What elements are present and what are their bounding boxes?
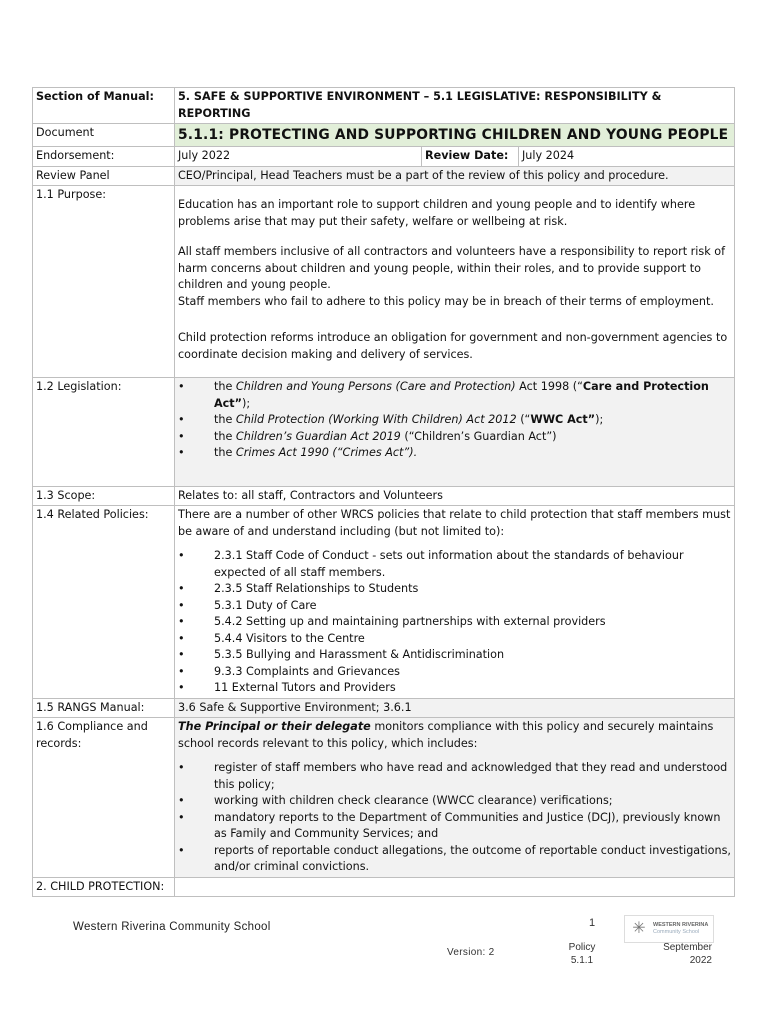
bullet-icon: • <box>178 446 185 459</box>
list-item: • 5.3.5 Bullying and Harassment & Antidiscrimination <box>178 647 731 664</box>
list-item: • the Children’s Guardian Act 2019 (“Children’s Guardian Act”) <box>178 429 731 446</box>
bullet-icon: • <box>178 631 185 645</box>
child-protection-label: 2. CHILD PROTECTION: <box>33 877 175 897</box>
list-item: • reports of reportable conduct allegations, the outcome of reportable conduct investigations, and/or criminal convictions. <box>178 843 731 873</box>
row-section <box>33 88 735 124</box>
bullet-icon: • <box>178 648 185 661</box>
review-date-label: Review Date: <box>422 147 519 167</box>
row-compliance <box>33 718 735 878</box>
list-item: • the Children and Young Persons (Care and Protection) Act 1998 (“Care and Protection Act”); <box>178 380 709 410</box>
bullet-icon: • <box>178 681 185 694</box>
purpose-paragraph: Staff members who fail to adhere to this policy may be in breach of their terms of employment. <box>178 294 714 308</box>
page-number: 1 <box>589 917 596 929</box>
row-purpose <box>33 186 735 378</box>
section-label: Section of Manual: <box>33 88 175 124</box>
bullet-icon: • <box>178 380 185 393</box>
bullet-icon: • <box>178 582 185 595</box>
bullet-icon: • <box>178 429 185 443</box>
list-item: • 2.3.5 Staff Relationships to Students <box>178 581 731 598</box>
compliance-list <box>178 760 731 876</box>
bullet-icon: • <box>178 843 185 857</box>
list-item: • 9.3.3 Complaints and Grievances <box>178 664 731 681</box>
review-panel-label: Review Panel <box>33 166 175 186</box>
footer-date: September 2022 <box>663 942 712 966</box>
purpose-paragraph: All staff members inclusive of all contractors and volunteers have a responsibility to report risk of harm concerns about children and young people, within their roles, and to provide support to children and young people. <box>178 245 726 291</box>
row-document <box>33 124 735 147</box>
list-item: • mandatory reports to the Department of Communities and Justice (DCJ), previously known as Family and Community Services; and <box>178 810 721 840</box>
bullet-icon: • <box>178 615 185 628</box>
endorsement-value: July 2022 <box>175 147 422 167</box>
footer-policy: Policy 5.1.1 <box>568 942 596 966</box>
related-policies-body <box>175 506 735 699</box>
footer-school-name: Western Riverina Community School <box>73 921 271 933</box>
purpose-paragraph: Education has an important role to support children and young people and to identify where problems arise that may put their safety, welfare or wellbeing at risk. <box>178 198 696 228</box>
list-item: • 5.4.4 Visitors to the Centre <box>178 631 731 648</box>
list-item: • the Child Protection (Working With Children) Act 2012 (“WWC Act”); <box>178 412 731 429</box>
document-title: 5.1.1: PROTECTING AND SUPPORTING CHILDREN AND YOUNG PEOPLE <box>175 124 735 147</box>
policy-table <box>32 87 735 897</box>
related-policies-label: 1.4 Related Policies: <box>33 506 175 699</box>
bullet-icon: • <box>178 549 185 562</box>
footer-version: Version: 2 <box>447 947 495 958</box>
related-list <box>178 548 731 697</box>
bullet-icon: • <box>178 794 185 807</box>
row-child-protection <box>33 877 735 897</box>
list-item: • register of staff members who have read and acknowledged that they read and understood this policy; <box>178 761 728 791</box>
compliance-label: 1.6 Compliance and records: <box>33 718 175 878</box>
list-item: • working with children check clearance (WWCC clearance) verifications; <box>178 793 731 810</box>
document-label: Document <box>33 124 175 147</box>
legislation-label: 1.2 Legislation: <box>33 378 175 487</box>
row-endorsement <box>33 147 735 167</box>
list-item: • the Crimes Act 1990 (“Crimes Act”). <box>178 445 731 462</box>
bullet-icon: • <box>178 664 185 678</box>
bullet-icon: • <box>178 598 185 612</box>
row-related-policies <box>33 506 735 699</box>
section-value: 5. SAFE & SUPPORTIVE ENVIRONMENT – 5.1 LEGISLATIVE: RESPONSIBILITY & REPORTING <box>175 88 735 124</box>
compliance-intro: The Principal or their delegate monitors compliance with this policy and securely maintains school records relevant to this policy, which includes: <box>178 720 714 750</box>
purpose-label: 1.1 Purpose: <box>33 186 175 378</box>
school-logo: ✳ WESTERN RIVERINA Community School <box>624 915 714 943</box>
bullet-icon: • <box>178 413 185 426</box>
bullet-icon: • <box>178 810 185 824</box>
row-review-panel <box>33 166 735 186</box>
row-rangs <box>33 698 735 718</box>
bullet-icon: • <box>178 761 185 774</box>
list-item: • 5.3.1 Duty of Care <box>178 598 731 615</box>
scope-value: Relates to: all staff, Contractors and Volunteers <box>175 486 735 506</box>
related-intro: There are a number of other WRCS policies that relate to child protection that staff members must be aware of and understand including (but not limited to): <box>178 508 731 538</box>
purpose-body <box>175 186 735 378</box>
list-item: • 5.4.2 Setting up and maintaining partnerships with external providers <box>178 614 731 631</box>
compliance-body <box>175 718 735 878</box>
review-panel-value: CEO/Principal, Head Teachers must be a part of the review of this policy and procedure. <box>175 166 735 186</box>
scope-label: 1.3 Scope: <box>33 486 175 506</box>
row-scope <box>33 486 735 506</box>
rangs-label: 1.5 RANGS Manual: <box>33 698 175 718</box>
legislation-body <box>175 378 735 487</box>
list-item: • 2.3.1 Staff Code of Conduct - sets out information about the standards of behaviour expected of all staff members. <box>178 549 684 579</box>
legislation-list <box>178 379 731 462</box>
row-legislation <box>33 378 735 487</box>
rangs-value: 3.6 Safe & Supportive Environment; 3.6.1 <box>175 698 735 718</box>
purpose-paragraph: Child protection reforms introduce an obligation for government and non-government agencies to coordinate decision making and delivery of services. <box>178 331 728 361</box>
endorsement-label: Endorsement: <box>33 147 175 167</box>
list-item: • 11 External Tutors and Providers <box>178 680 731 697</box>
child-protection-value <box>175 877 735 897</box>
star-burst-icon: ✳ <box>632 920 646 937</box>
review-date-value: July 2024 <box>519 147 735 167</box>
